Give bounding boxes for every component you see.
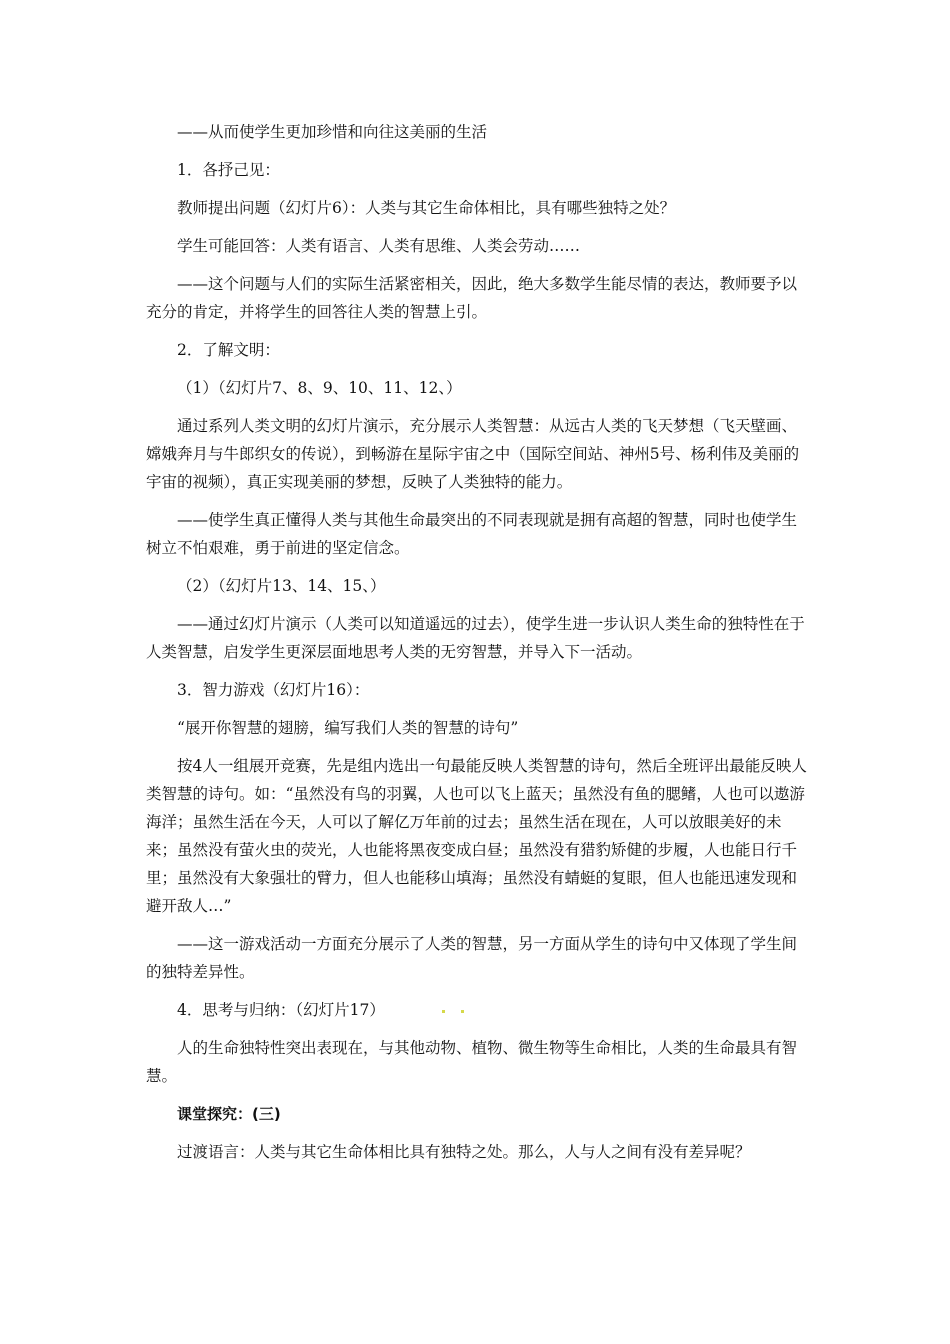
heading-step-1: 1．各抒己见： (177, 161, 280, 179)
paragraph-conclusion-line: ——从而使学生更加珍惜和向往这美丽的生活 (177, 123, 488, 141)
paragraph-student-answer: 学生可能回答：人类有语言、人类有思维、人类会劳动…… (177, 237, 581, 255)
paragraph-slides-2: （2）（幻灯片13、14、15、） (177, 577, 386, 595)
paragraph-comment-1: ——这个问题与人们的实际生活紧密相关，因此，绝大多数学生能尽情的表达，教师要予以充分的肯定，并将学生的回答往人类的智慧上引。 (146, 275, 798, 321)
paragraph-comment-3: ——通过幻灯片演示（人类可以知道遥远的过去），使学生进一步认识人类生命的独特性在于人类智慧，启发学生更深层面地思考人类的无穷智慧，并导入下一活动。 (146, 615, 805, 661)
document-body (146, 118, 810, 1176)
paragraph-comment-4: ——这一游戏活动一方面充分展示了人类的智慧，另一方面从学生的诗句中又体现了学生间的独特差异性。 (146, 935, 798, 981)
section-heading-explore-3: 课堂探究：(三) (177, 1105, 281, 1123)
decorative-dots (403, 996, 472, 1024)
paragraph-comment-2: ——使学生真正懂得人类与其他生命最突出的不同表现就是拥有高超的智慧，同时也使学生树立不怕艰难，勇于前进的坚定信念。 (146, 511, 798, 557)
heading-step-2: 2．了解文明： (177, 341, 280, 359)
paragraph-slides-1: （1）（幻灯片7、8、9、10、11、12、） (177, 379, 462, 397)
heading-step-3: 3．智力游戏（幻灯片16）： (177, 681, 370, 699)
paragraph-transition: 过渡语言：人类与其它生命体相比具有独特之处。那么，人与人之间有没有差异呢？ (177, 1143, 751, 1161)
heading-step-4-text: 4．思考与归纳：（幻灯片17） (177, 1001, 385, 1019)
paragraph-civilization: 通过系列人类文明的幻灯片演示，充分展示人类智慧：从远古人类的飞天梦想（飞天壁画、嫦娥奔月与牛郎织女的传说），到畅游在星际宇宙之中（国际空间站、神州5号、杨利伟及美丽的宇宙的视频），真正实现美丽的梦想，反映了人类独特的能力。 (146, 417, 800, 491)
paragraph-teacher-question: 教师提出问题（幻灯片6）：人类与其它生命体相比，具有哪些独特之处？ (177, 199, 676, 217)
heading-step-4 (146, 996, 810, 1024)
paragraph-game-quote: “展开你智慧的翅膀，编写我们人类的智慧的诗句” (177, 719, 519, 737)
paragraph-summary: 人的生命独特性突出表现在，与其他动物、植物、微生物等生命相比，人类的生命最具有智慧。 (146, 1039, 798, 1085)
paragraph-game-rules: 按4人一组展开竞赛，先是组内选出一句最能反映人类智慧的诗句，然后全班评出最能反映人类智慧的诗句。如：“虽然没有鸟的羽翼，人也可以飞上蓝天；虽然没有鱼的腮鳍，人也可以遨游海洋；虽然生活在今天，人可以了解亿万年前的过去；虽然生活在现在，人可以放眼美好的未来；虽然没有萤火虫的荧光，人也能将黑夜变成白昼；虽然没有猎豹矫健的步履，人也能日行千里；虽然没有大象强壮的臂力，但人也能移山填海；虽然没有蜻蜓的复眼，但人也能迅速发现和避开敌人…” (146, 757, 807, 915)
